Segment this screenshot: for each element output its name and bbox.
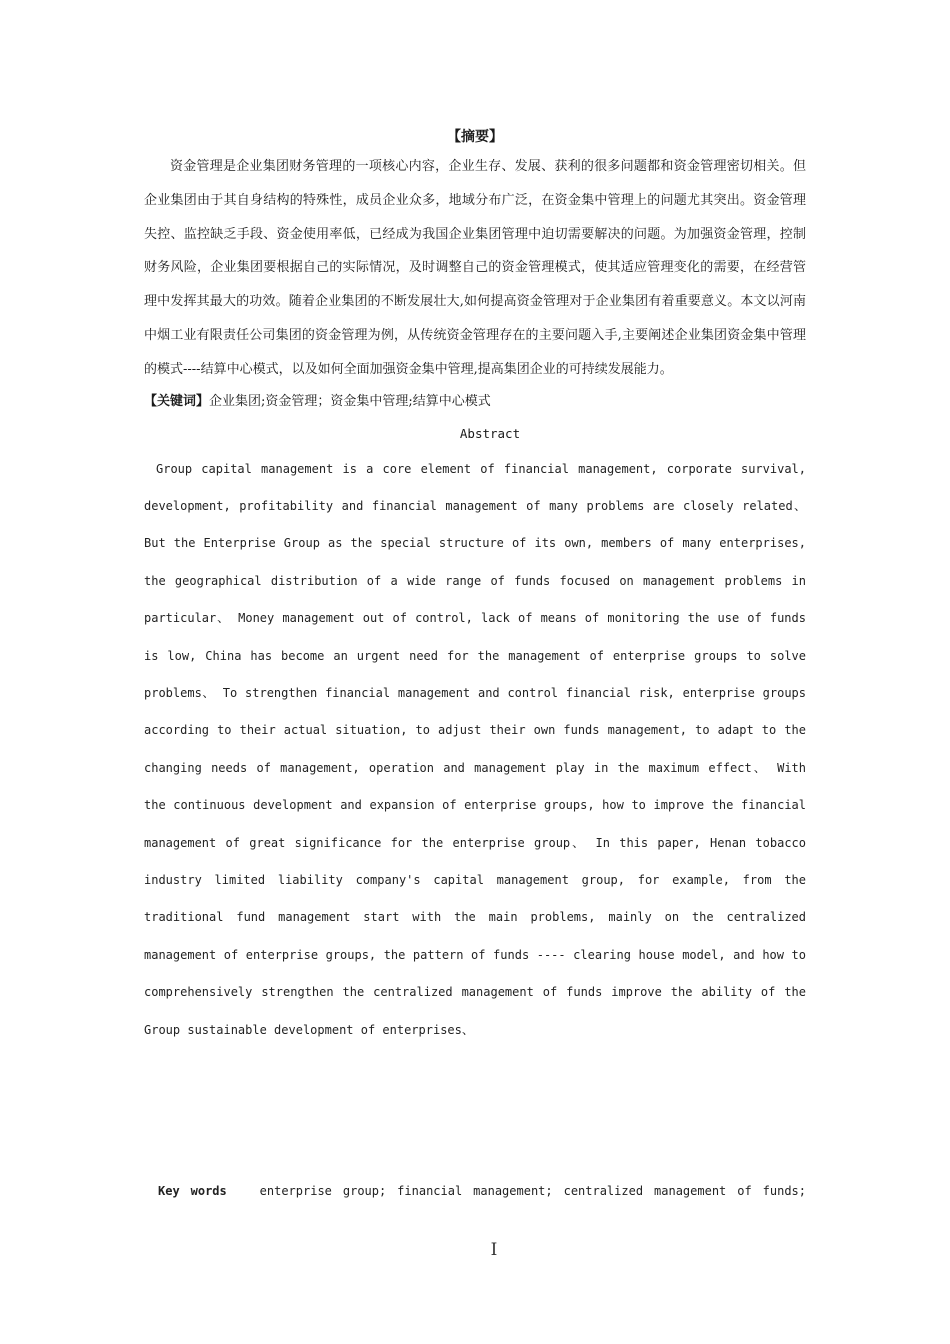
english-abstract-body: Group capital management is a core element of financial management, corporate survival, development, profitability and financial management of many problems are closely related、 But the Enterprise Group as the special structure of its own, members of many enterprises, the geographical distribution of a wide range of funds focused on management problems in particular、 Money management out of control, lack of means of monitoring the use of funds is low, China has become an urgent need for the management of enterprise groups to solve problems、 To strengthen financial management and control financial risk, enterprise groups according to their actual situation, to adjust their own funds management, to adapt to the changing needs of management, operation and management play in the maximum effect、 With the continuous development and expansion of enterprise groups, how to improve the financial management of great significance for the enterprise group、 In this paper, Henan tobacco industry limited liability company's capital management group, for example, from the traditional fund management start with the main problems, mainly on the centralized management of enterprise groups, the pattern of funds ---- clearing house model, and how to comprehensively strengthen the centralized management of funds improve the ability of the Group sustainable development of enterprises、 bbox=[144, 461, 806, 1037]
english-keywords-text: enterprise group; financial management; centralized management of funds; bbox=[259, 1184, 806, 1198]
english-keywords-label: Key words bbox=[158, 1184, 227, 1198]
page-content bbox=[144, 124, 806, 1049]
chinese-keywords-text: 企业集团;资金管理；资金集中管理;结算中心模式 bbox=[209, 393, 491, 409]
english-keywords bbox=[158, 1178, 806, 1204]
page-number: I bbox=[490, 1240, 498, 1260]
chinese-keywords-label: 【关键词】 bbox=[144, 393, 210, 409]
chinese-abstract-body: 资金管理是企业集团财务管理的一项核心内容，企业生存、发展、获利的很多问题都和资金管理密切相关。但企业集团由于其自身结构的特殊性，成员企业众多，地域分布广泛，在资金集中管理上的问题尤其突出。资金管理失控、监控缺乏手段、资金使用率低，已经成为我国企业集团管理中迫切需要解决的问题。为加强资金管理，控制财务风险，企业集团要根据自己的实际情况，及时调整自己的资金管理模式，使其适应管理变化的需要，在经营管理中发挥其最大的功效。随着企业集团的不断发展壮大,如何提高资金管理对于企业集团有着重要意义。本文以河南中烟工业有限责任公司集团的资金管理为例，从传统资金管理存在的主要问题入手,主要阐述企业集团资金集中管理的模式----结算中心模式，以及如何全面加强资金集中管理,提高集团企业的可持续发展能力。 bbox=[144, 159, 806, 377]
chinese-abstract-title: 【摘要】 bbox=[447, 129, 503, 145]
chinese-keywords bbox=[144, 387, 806, 417]
english-abstract-title: Abstract bbox=[459, 425, 521, 441]
